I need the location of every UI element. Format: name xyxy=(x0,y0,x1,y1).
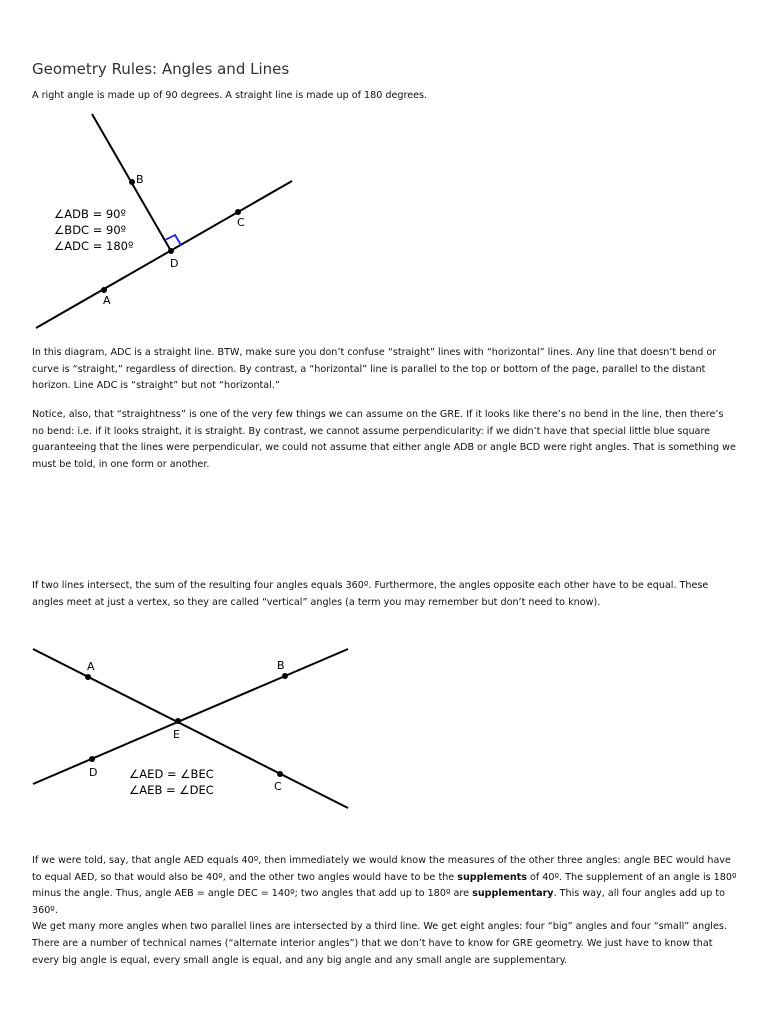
paragraph-supplements xyxy=(32,853,738,969)
page-title: Geometry Rules: Angles and Lines xyxy=(32,60,290,78)
point-c2 xyxy=(277,771,283,777)
equation-adc: ∠ADC = 180º xyxy=(54,239,134,253)
equation-bdc: ∠BDC = 90º xyxy=(54,223,127,237)
equation-adb: ∠ADB = 90º xyxy=(54,207,126,221)
term-supplementary: supplementary xyxy=(472,888,554,900)
paragraph-straightness: Notice, also, that “straightness” is one of the very few things we can assume on the GRE. If it looks like there’s no bend in the line, then there’s no bend: i.e. if it looks straight, it is straight. By contrast, we cannot assume perpendicularity: if we didn’t have that special little blue square guaranteeing that the lines were perpendicular, we could not assume that either angle ADB or angle BCD were right angles. That is something we must be told, in one form or another. xyxy=(32,409,736,470)
point-d2 xyxy=(89,756,95,762)
paragraph-vertical-angles: If two lines intersect, the sum of the resulting four angles equals 360º. Furthermore, the angles opposite each other have to be equal. These angles meet at just a vertex, so they are called “vertical” angles (a term you may remember but don’t need to know). xyxy=(32,580,709,608)
paragraph-straight-lines: In this diagram, ADC is a straight line. BTW, make sure you don’t confuse “straight” lines with “horizontal” lines. Any line that doesn’t bend or curve is “straight,” regardless of direction. By contrast, a “horizontal” line is parallel to the top or bottom of the page, parallel to the distant horizon. Line ADC is “straight” but not “horizontal.” xyxy=(32,347,717,392)
label-b2: B xyxy=(277,659,285,672)
paragraph-parallel-lines: We get many more angles when two parallel lines are intersected by a third line. We get eight angles: four “big” angles and four “small” angles. There are a number of technical names (“alternate interior angles”) that we don’t have to know for GRE geometry. We just have to know that every big angle is equal, every small angle is equal, and any big angle and any small angle are supplementary. xyxy=(32,921,727,966)
p4-text-3: . This way, all four angles add up to 360º. xyxy=(32,888,726,916)
line-db xyxy=(33,649,348,784)
label-c: C xyxy=(237,216,245,229)
label-c2: C xyxy=(274,780,282,793)
label-a2: A xyxy=(87,660,95,673)
label-d: D xyxy=(170,257,179,270)
point-a2 xyxy=(85,674,91,680)
point-a xyxy=(101,287,107,293)
p4-text-2: of 40º. The supplement of an angle is 180º minus the angle. Thus, angle AEB = angle DEC = 140º; two angles that add up to 180º are xyxy=(32,871,737,900)
point-d xyxy=(168,248,174,254)
point-b xyxy=(129,179,135,185)
label-b: B xyxy=(136,173,144,186)
point-e xyxy=(175,718,181,724)
intro-text: A right angle is made up of 90 degrees. A straight line is made up of 180 degrees. xyxy=(32,90,428,101)
equation-aed-bec: ∠AED = ∠BEC xyxy=(129,767,214,781)
line-adc xyxy=(36,181,292,328)
label-d2: D xyxy=(89,766,98,779)
point-b2 xyxy=(282,673,288,679)
point-c xyxy=(235,209,241,215)
label-e: E xyxy=(173,728,180,741)
p4-text-1: If we were told, say, that angle AED equals 40º, then immediately we would know the measures of the other three angles: angle BEC would have to equal AED, so that would also be 40º, and the other two angles would have to be the xyxy=(32,855,731,883)
term-supplements: supplements xyxy=(457,871,527,883)
equation-aeb-dec: ∠AEB = ∠DEC xyxy=(129,783,214,797)
label-a: A xyxy=(103,294,111,307)
